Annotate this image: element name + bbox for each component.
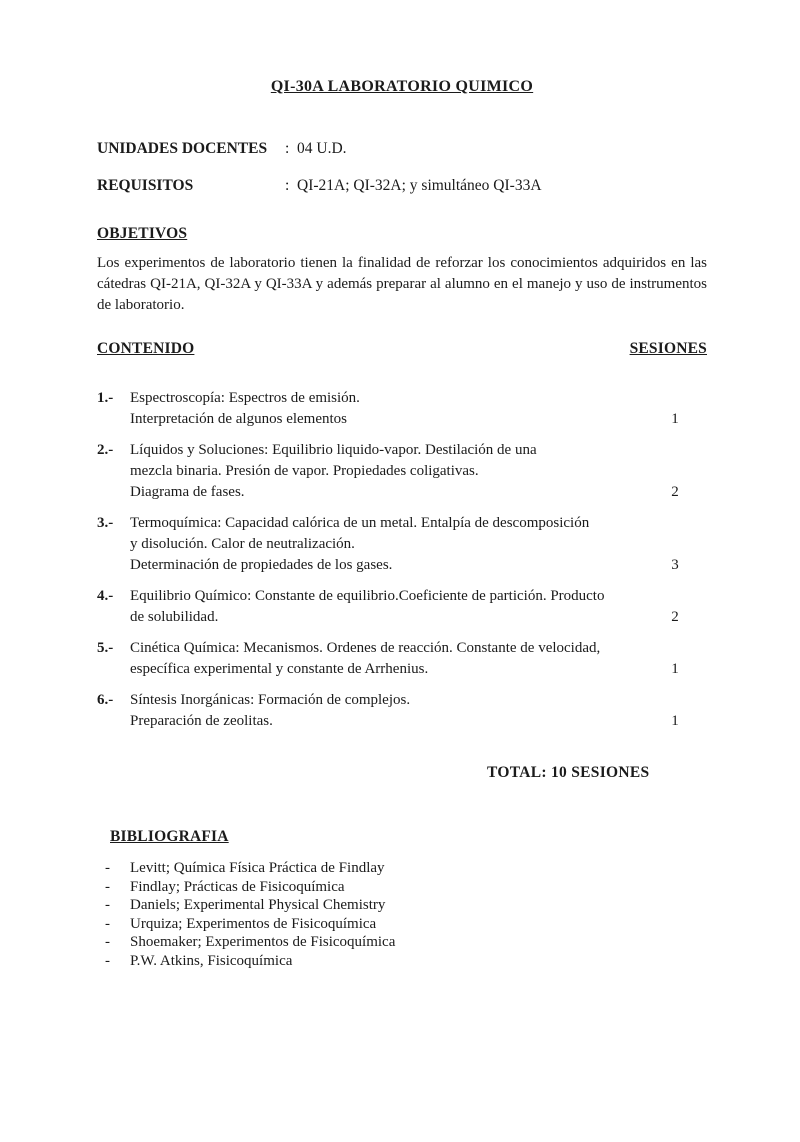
item-text-line: Líquidos y Soluciones: Equilibrio liquido-vapor. Destilación de una (130, 442, 537, 458)
bibliografia-item (97, 952, 707, 971)
item-text-line: de solubilidad. (130, 609, 219, 625)
item-text-line: Determinación de propiedades de los gases. (130, 557, 393, 573)
bibliografia-item (97, 915, 707, 934)
item-number: 3.- (97, 515, 114, 531)
item-text-line: Equilibrio Químico: Constante de equilibrio.Coeficiente de partición. Producto (130, 588, 605, 604)
item-text (130, 388, 643, 430)
item-text-line: Termoquímica: Capacidad calórica de un metal. Entalpía de descomposición (130, 515, 590, 531)
item-sessions: 2 (671, 484, 679, 500)
list-dash: - (105, 934, 110, 951)
item-text (130, 586, 643, 628)
content-item (97, 440, 707, 503)
item-text-line: mezcla binaria. Presión de vapor. Propiedades coligativas. (130, 463, 479, 479)
objetivos-heading: OBJETIVOS (97, 225, 188, 242)
field-value: 04 U.D. (297, 140, 347, 157)
bibliografia-item-text: Levitt; Química Física Práctica de Findlay (130, 860, 385, 876)
content-item (97, 513, 707, 576)
contenido-header (97, 340, 707, 358)
list-dash: - (105, 952, 110, 969)
bibliografia-list (97, 859, 707, 971)
bibliografia-item (97, 896, 707, 915)
bibliografia-item-text: Daniels; Experimental Physical Chemistry (130, 897, 386, 914)
item-text-line: Espectroscopía: Espectros de emisión. (130, 390, 360, 406)
item-text-line: específica experimental y constante de Arrhenius. (130, 661, 429, 677)
content-item (97, 638, 707, 680)
total-sessions: TOTAL: 10 SESIONES (487, 764, 650, 781)
item-sessions: 1 (671, 713, 679, 729)
content-item (97, 388, 707, 430)
list-dash: - (105, 897, 110, 914)
bibliografia-item-text: Findlay; Prácticas de Fisicoquímica (130, 878, 345, 895)
field-separator: : (285, 140, 290, 157)
bibliografia-item (97, 933, 707, 952)
field-row-unidades (97, 140, 707, 158)
bibliografia-item (97, 859, 707, 878)
item-text-line: Síntesis Inorgánicas: Formación de complejos. (130, 692, 411, 708)
bibliografia-item (97, 878, 707, 897)
header-fields (97, 140, 707, 195)
objetivos-paragraph: Los experimentos de laboratorio tienen la finalidad de reforzar los conocimientos adquiridos en las cátedras QI-21A, QI-32A y QI-33A y además preparar al alumno en el manejo y uso de instrumentos de laboratorio. (97, 255, 707, 313)
content-item (97, 690, 707, 732)
item-sessions: 1 (671, 411, 679, 427)
item-sessions: 2 (671, 609, 679, 625)
item-text (130, 690, 643, 732)
field-value: QI-21A; QI-32A; y simultáneo QI-33A (297, 177, 542, 194)
item-number: 2.- (97, 442, 114, 458)
document-title: QI-30A LABORATORIO QUIMICO (270, 78, 534, 95)
item-number: 6.- (97, 692, 114, 708)
item-text-line: Preparación de zeolitas. (130, 713, 273, 729)
item-text-line: Interpretación de algunos elementos (130, 411, 348, 427)
item-number: 4.- (97, 588, 114, 604)
list-dash: - (105, 878, 110, 895)
bibliografia-heading: BIBLIOGRAFIA (110, 828, 229, 845)
sesiones-heading: SESIONES (629, 340, 707, 357)
bibliografia-item-text: Urquiza; Experimentos de Fisicoquímica (130, 915, 377, 932)
item-number: 1.- (97, 390, 114, 406)
item-text-line: Cinética Química: Mecanismos. Ordenes de reacción. Constante de velocidad, (130, 640, 601, 656)
item-sessions: 1 (671, 661, 679, 677)
field-label: REQUISITOS (97, 177, 194, 194)
item-text-line: y disolución. Calor de neutralización. (130, 536, 355, 552)
bibliografia-item-text: Shoemaker; Experimentos de Fisicoquímica (130, 934, 396, 951)
contenido-heading: CONTENIDO (97, 340, 195, 357)
field-row-requisitos (97, 177, 707, 195)
item-text (130, 513, 643, 576)
list-dash: - (105, 915, 110, 932)
list-dash: - (105, 860, 110, 876)
item-text (130, 440, 643, 503)
field-label: UNIDADES DOCENTES (97, 140, 268, 157)
content-item (97, 586, 707, 628)
field-separator: : (285, 177, 290, 194)
item-text (130, 638, 643, 680)
item-sessions: 3 (671, 557, 679, 573)
bibliografia-item-text: P.W. Atkins, Fisicoquímica (130, 952, 293, 969)
item-number: 5.- (97, 640, 114, 656)
item-text-line: Diagrama de fases. (130, 484, 245, 500)
contenido-list (97, 388, 707, 732)
